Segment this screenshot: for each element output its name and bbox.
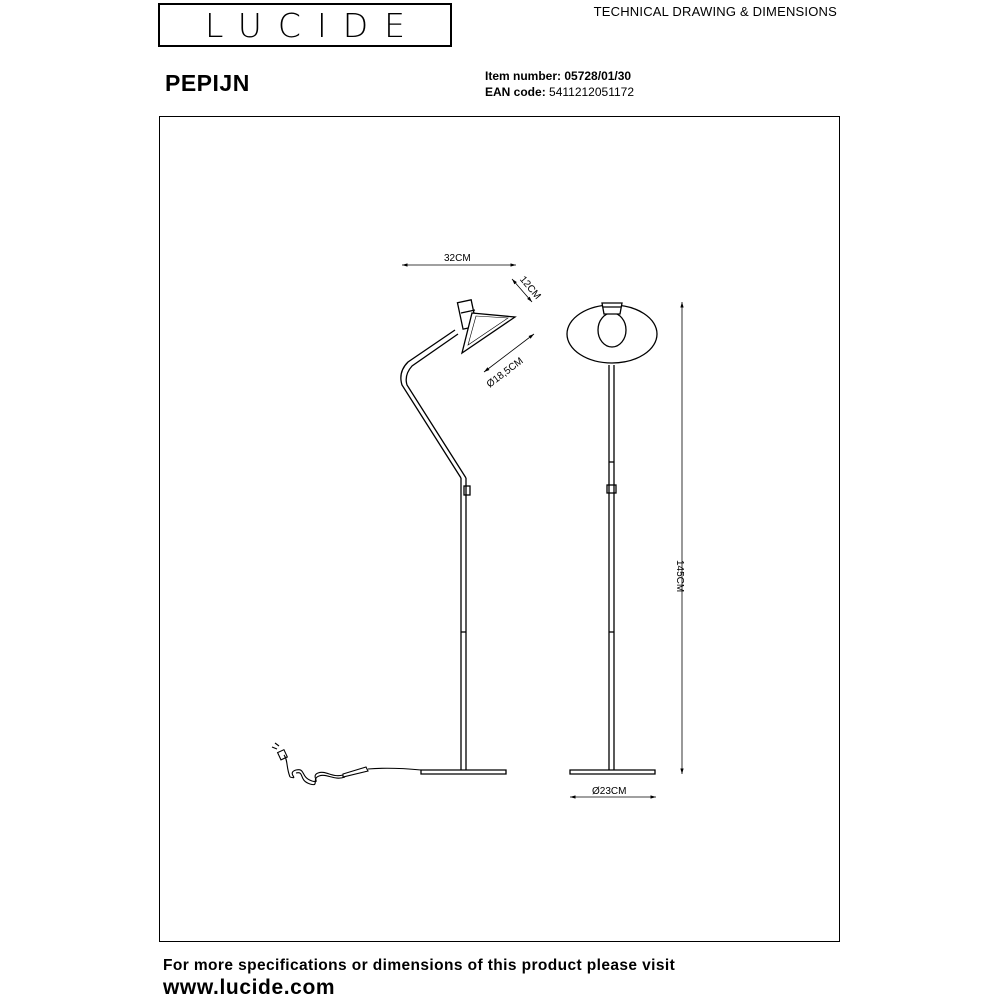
dim-width-label: 32CM bbox=[444, 253, 471, 264]
cable-and-plug bbox=[272, 743, 421, 785]
ean-value: 5411212051172 bbox=[549, 85, 635, 99]
dim-base-diameter-label: Ø23CM bbox=[592, 786, 627, 797]
item-number-value: 05728/01/30 bbox=[564, 69, 632, 83]
dim-total-height-label: 145CM bbox=[674, 560, 685, 593]
dim-head-height-label: 12CM bbox=[517, 274, 543, 302]
dim-shade-diameter-label: Ø18,5CM bbox=[484, 355, 526, 391]
document-type: TECHNICAL DRAWING & DIMENSIONS bbox=[593, 4, 837, 19]
footer-url[interactable]: www.lucide.com bbox=[163, 976, 336, 999]
front-base bbox=[570, 770, 655, 774]
side-joint bbox=[464, 486, 470, 495]
product-name: PEPIJN bbox=[165, 70, 250, 96]
item-number-label: Item number bbox=[485, 69, 558, 83]
brand-logo: LUCIDE bbox=[158, 3, 452, 47]
ean-row: EAN code: 5411212051172 bbox=[485, 85, 635, 99]
footer-text: For more specifications or dimensions of this product please visit bbox=[163, 957, 676, 974]
side-base bbox=[421, 770, 506, 774]
item-number-row: Item number: 05728/01/30 bbox=[485, 69, 632, 83]
ean-label: EAN code bbox=[485, 85, 542, 99]
front-view-lamp bbox=[567, 303, 657, 774]
